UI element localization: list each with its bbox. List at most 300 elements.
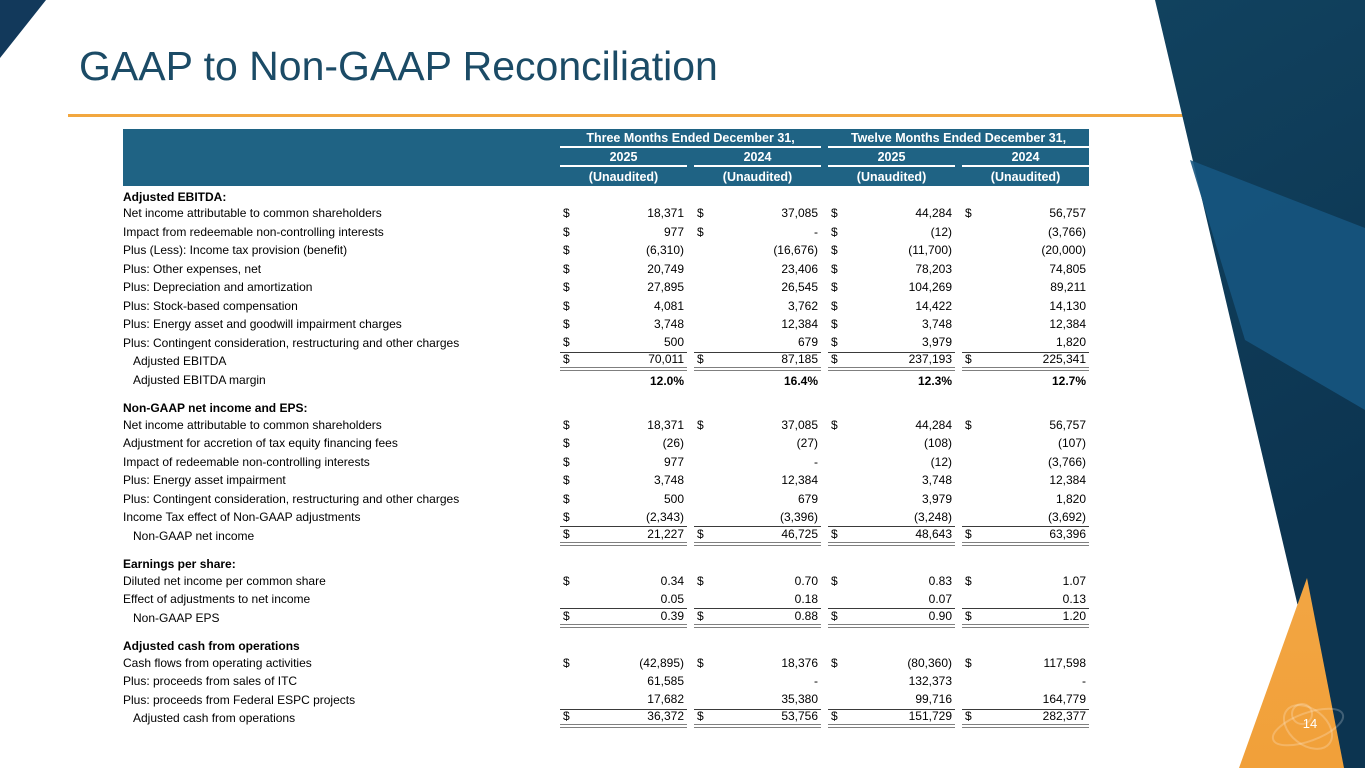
- cell-value: (80,360): [907, 655, 953, 670]
- dollar-sign: $: [563, 298, 570, 313]
- value-cell: [694, 509, 821, 528]
- dollar-sign: $: [563, 280, 570, 295]
- year-header-12mo-2024: 2024: [962, 148, 1089, 167]
- value-cell: [828, 453, 955, 472]
- row-label: Plus: Other expenses, net: [123, 261, 262, 276]
- cell-value: 0.13: [1062, 591, 1087, 606]
- dollar-sign: $: [563, 709, 570, 724]
- dollar-sign: $: [563, 454, 570, 469]
- header-label-spacer: [123, 167, 553, 186]
- row-label: Adjusted EBITDA margin: [133, 372, 266, 387]
- dollar-sign: $: [965, 417, 972, 432]
- value-cell: [828, 416, 955, 435]
- value-cell: [694, 416, 821, 435]
- cell-value: 3,979: [921, 491, 953, 506]
- value-cell: [828, 509, 955, 528]
- value-cell: [694, 242, 821, 261]
- value-cell: [828, 654, 955, 673]
- cell-value: 44,284: [915, 206, 953, 221]
- row-label: Cash flows from operating activities: [123, 655, 312, 670]
- data-row: [123, 242, 1089, 261]
- cell-value: 18,371: [647, 206, 684, 221]
- dollar-sign: $: [697, 655, 704, 670]
- section-heading: Adjusted cash from operations: [123, 639, 300, 654]
- row-label: Adjusted EBITDA: [133, 354, 227, 369]
- cell-value: 12,384: [1049, 317, 1087, 332]
- data-row: [123, 572, 1089, 591]
- value-cell: [694, 353, 821, 372]
- dollar-sign: $: [831, 709, 838, 724]
- value-cell: [694, 260, 821, 279]
- cell-value: 21,227: [647, 526, 684, 541]
- row-label: Diluted net income per common share: [123, 573, 326, 588]
- unaudited-label: (Unaudited): [722, 169, 793, 184]
- data-row: [123, 279, 1089, 298]
- section-heading-row: [123, 186, 1089, 205]
- cell-value: 37,085: [781, 206, 819, 221]
- value-cell: [560, 490, 687, 509]
- value-cell: [560, 416, 687, 435]
- value-cell: [828, 316, 955, 335]
- value-cell: [962, 490, 1089, 509]
- dollar-sign: $: [697, 206, 704, 221]
- value-cell: [560, 609, 687, 628]
- cell-value: 1,820: [1056, 335, 1087, 350]
- data-row: [123, 316, 1089, 335]
- cell-value: -: [1082, 674, 1087, 689]
- dollar-sign: $: [831, 608, 838, 623]
- cell-value: 225,341: [1042, 352, 1087, 367]
- cell-value: 12,384: [1049, 473, 1087, 488]
- cell-value: 500: [663, 491, 684, 506]
- cell-value: 3,748: [921, 317, 953, 332]
- cell-value: 977: [663, 224, 684, 239]
- value-cell: [962, 673, 1089, 692]
- cell-value: 104,269: [908, 280, 953, 295]
- row-label: Non-GAAP EPS: [133, 610, 220, 625]
- unaudited-label: (Unaudited): [990, 169, 1061, 184]
- value-cell: [694, 490, 821, 509]
- section-heading: Earnings per share:: [123, 557, 236, 572]
- value-cell: [962, 591, 1089, 610]
- dollar-sign: $: [965, 608, 972, 623]
- value-cell: [694, 316, 821, 335]
- row-label: Plus: proceeds from Federal ESPC projects: [123, 692, 356, 707]
- row-label: Plus (Less): Income tax provision (benefit): [123, 243, 348, 258]
- section-spacer: [123, 546, 1089, 554]
- cell-value: 26,545: [781, 280, 819, 295]
- value-cell: [694, 527, 821, 546]
- spacer-cell: [123, 628, 1089, 636]
- cell-value: 37,085: [781, 417, 819, 432]
- value-cell: [560, 591, 687, 610]
- value-cell: [560, 353, 687, 372]
- value-cell: [962, 334, 1089, 353]
- total-row: [123, 353, 1089, 372]
- dollar-sign: $: [563, 526, 570, 541]
- row-label: Plus: Energy asset impairment: [123, 473, 286, 488]
- dollar-sign: $: [697, 573, 704, 588]
- value-cell: [828, 691, 955, 710]
- data-row: [123, 654, 1089, 673]
- value-cell: [962, 223, 1089, 242]
- section-heading: Adjusted EBITDA:: [123, 189, 227, 204]
- cell-value: 27,895: [647, 280, 684, 295]
- dollar-sign: $: [563, 335, 570, 350]
- value-cell: [560, 205, 687, 224]
- row-label: Impact of redeemable non-controlling interests: [123, 454, 370, 469]
- data-row: [123, 673, 1089, 692]
- dollar-sign: $: [831, 280, 838, 295]
- value-cell: [694, 453, 821, 472]
- cell-value: 3,979: [921, 335, 953, 350]
- value-cell: [828, 371, 955, 390]
- cell-value: 3,748: [653, 317, 684, 332]
- data-row: [123, 509, 1089, 528]
- dollar-sign: $: [831, 224, 838, 239]
- cell-value: 14,422: [915, 298, 953, 313]
- total-row: [123, 710, 1089, 729]
- value-cell: [694, 710, 821, 729]
- section-spacer: [123, 628, 1089, 636]
- dollar-sign: $: [563, 352, 570, 367]
- cell-value: 164,779: [1042, 692, 1087, 707]
- value-cell: [694, 691, 821, 710]
- header-label-spacer: [123, 148, 553, 167]
- cell-value: (26): [662, 436, 684, 451]
- value-cell: [962, 509, 1089, 528]
- cell-value: (6,310): [645, 243, 684, 258]
- cell-value: 53,756: [781, 709, 819, 724]
- cell-value: 12,384: [781, 317, 819, 332]
- cell-value: 78,203: [915, 261, 953, 276]
- reconciliation-table-wrap: [116, 129, 1096, 728]
- dollar-sign: $: [697, 352, 704, 367]
- value-cell: [828, 297, 955, 316]
- value-cell: [828, 223, 955, 242]
- cell-value: (12): [930, 224, 953, 239]
- cell-value: 12.0%: [649, 373, 684, 388]
- row-label: Non-GAAP net income: [133, 528, 255, 543]
- dollar-sign: $: [965, 573, 972, 588]
- value-cell: [560, 260, 687, 279]
- value-cell: [828, 205, 955, 224]
- extra-row: [123, 371, 1089, 390]
- value-cell: [694, 371, 821, 390]
- dollar-sign: $: [563, 436, 570, 451]
- value-cell: [828, 334, 955, 353]
- dollar-sign: $: [965, 352, 972, 367]
- cell-value: 87,185: [781, 352, 819, 367]
- value-cell: [828, 435, 955, 454]
- section-heading-row: [123, 636, 1089, 655]
- value-cell: [962, 435, 1089, 454]
- value-cell: [828, 472, 955, 491]
- value-cell: [828, 527, 955, 546]
- row-label: Net income attributable to common shareholders: [123, 417, 382, 432]
- cell-value: 1.07: [1062, 573, 1087, 588]
- year-header-3mo-2024: 2024: [694, 148, 821, 167]
- cell-value: (3,248): [913, 509, 953, 524]
- dollar-sign: $: [563, 317, 570, 332]
- data-row: [123, 205, 1089, 224]
- dollar-sign: $: [563, 608, 570, 623]
- value-cell: [828, 609, 955, 628]
- cell-value: 0.83: [928, 573, 953, 588]
- row-label: Plus: proceeds from sales of ITC: [123, 674, 298, 689]
- value-cell: [962, 316, 1089, 335]
- value-cell: [694, 223, 821, 242]
- cell-value: 0.18: [794, 591, 819, 606]
- value-cell: [828, 353, 955, 372]
- row-label: Adjustment for accretion of tax equity financing fees: [123, 436, 398, 451]
- data-row: [123, 260, 1089, 279]
- cell-value: 679: [797, 335, 819, 350]
- value-cell: [828, 260, 955, 279]
- cell-value: (16,676): [773, 243, 819, 258]
- unaudited-header-row: [123, 167, 1089, 186]
- cell-value: 74,805: [1049, 261, 1087, 276]
- cell-value: 0.07: [928, 591, 953, 606]
- cell-value: -: [814, 454, 819, 469]
- cell-value: 1,820: [1056, 491, 1087, 506]
- dollar-sign: $: [697, 709, 704, 724]
- page-number: 14: [1302, 716, 1318, 731]
- cell-value: 0.34: [660, 573, 684, 588]
- col-group-twelve-months: Twelve Months Ended December 31,: [828, 129, 1089, 148]
- value-cell: [560, 509, 687, 528]
- dollar-sign: $: [563, 261, 570, 276]
- value-cell: [962, 279, 1089, 298]
- total-row: [123, 609, 1089, 628]
- dollar-sign: $: [563, 417, 570, 432]
- cell-value: (12): [930, 454, 953, 469]
- row-label: Income Tax effect of Non-GAAP adjustments: [123, 510, 361, 525]
- cell-value: (2,343): [645, 509, 684, 524]
- section-heading: Non-GAAP net income and EPS:: [123, 401, 308, 416]
- cell-value: (20,000): [1041, 243, 1087, 258]
- value-cell: [962, 453, 1089, 472]
- cell-value: 35,380: [781, 692, 819, 707]
- cell-value: 61,585: [647, 674, 684, 689]
- row-label: Effect of adjustments to net income: [123, 592, 311, 607]
- value-cell: [962, 205, 1089, 224]
- cell-value: 3,762: [787, 298, 819, 313]
- dollar-sign: $: [965, 206, 972, 221]
- cell-value: 3,748: [921, 473, 953, 488]
- dollar-sign: $: [563, 224, 570, 239]
- value-cell: [694, 654, 821, 673]
- year-header-3mo-2025: 2025: [560, 148, 687, 167]
- value-cell: [828, 673, 955, 692]
- page-title: GAAP to Non-GAAP Reconciliation: [79, 43, 718, 89]
- dollar-sign: $: [563, 473, 570, 488]
- dollar-sign: $: [831, 417, 838, 432]
- cell-value: 56,757: [1049, 206, 1087, 221]
- value-cell: [694, 673, 821, 692]
- dollar-sign: $: [965, 526, 972, 541]
- cell-value: 12,384: [781, 473, 819, 488]
- value-cell: [962, 691, 1089, 710]
- row-label: Adjusted cash from operations: [133, 711, 296, 726]
- cell-value: 20,749: [647, 261, 684, 276]
- value-cell: [560, 297, 687, 316]
- unaudited-label: (Unaudited): [856, 169, 927, 184]
- total-row: [123, 527, 1089, 546]
- value-cell: [560, 316, 687, 335]
- cell-value: (3,766): [1048, 454, 1087, 469]
- cell-value: 0.05: [660, 591, 684, 606]
- row-label: Plus: Energy asset and goodwill impairment charges: [123, 317, 402, 332]
- value-cell: [694, 435, 821, 454]
- cell-value: 16.4%: [783, 373, 819, 388]
- data-row: [123, 472, 1089, 491]
- group-header-row: [123, 129, 1089, 148]
- value-cell: [962, 416, 1089, 435]
- cell-value: 70,011: [648, 352, 684, 367]
- cell-value: (3,766): [1048, 224, 1087, 239]
- cell-value: 4,081: [653, 298, 684, 313]
- value-cell: [694, 297, 821, 316]
- value-cell: [828, 591, 955, 610]
- row-label: Net income attributable to common shareholders: [123, 206, 382, 221]
- value-cell: [962, 242, 1089, 261]
- cell-value: 44,284: [915, 417, 953, 432]
- section-heading-row: [123, 398, 1089, 417]
- data-row: [123, 453, 1089, 472]
- right-decoration: [1140, 0, 1365, 768]
- value-cell: [560, 223, 687, 242]
- value-cell: [560, 334, 687, 353]
- year-header-12mo-2025: 2025: [828, 148, 955, 167]
- row-label: Plus: Contingent consideration, restructuring and other charges: [123, 335, 460, 350]
- reconciliation-table: [116, 129, 1096, 728]
- data-row: [123, 490, 1089, 509]
- cell-value: 18,376: [781, 655, 819, 670]
- value-cell: [694, 205, 821, 224]
- cell-value: 36,372: [647, 709, 684, 724]
- value-cell: [694, 572, 821, 591]
- cell-value: (42,895): [639, 655, 684, 670]
- cell-value: 17,682: [647, 692, 684, 707]
- value-cell: [560, 572, 687, 591]
- value-cell: [694, 609, 821, 628]
- cell-value: 12.3%: [917, 373, 953, 388]
- data-row: [123, 416, 1089, 435]
- section-spacer: [123, 390, 1089, 398]
- dollar-sign: $: [831, 573, 838, 588]
- value-cell: [962, 472, 1089, 491]
- cell-value: (107): [1058, 436, 1087, 451]
- cell-value: 132,373: [908, 674, 953, 689]
- row-label: Plus: Depreciation and amortization: [123, 280, 313, 295]
- cell-value: 1.20: [1062, 608, 1087, 623]
- value-cell: [962, 572, 1089, 591]
- dollar-sign: $: [831, 352, 838, 367]
- data-row: [123, 223, 1089, 242]
- value-cell: [560, 472, 687, 491]
- cell-value: (27): [796, 436, 819, 451]
- row-label: Plus: Stock-based compensation: [123, 298, 298, 313]
- cell-value: 48,643: [915, 526, 953, 541]
- dollar-sign: $: [831, 298, 838, 313]
- dollar-sign: $: [831, 261, 838, 276]
- data-row: [123, 297, 1089, 316]
- value-cell: [560, 371, 687, 390]
- cell-value: 89,211: [1050, 280, 1087, 295]
- dollar-sign: $: [831, 206, 838, 221]
- dollar-sign: $: [697, 526, 704, 541]
- cell-value: 679: [797, 491, 819, 506]
- value-cell: [694, 279, 821, 298]
- spacer-cell: [123, 390, 1089, 398]
- cell-value: (108): [924, 436, 953, 451]
- cell-value: 12.7%: [1052, 373, 1087, 388]
- title-underline-rule: [68, 114, 1183, 117]
- dollar-sign: $: [563, 573, 570, 588]
- row-label: Plus: Contingent consideration, restructuring and other charges: [123, 491, 460, 506]
- value-cell: [828, 710, 955, 729]
- dollar-sign: $: [965, 709, 972, 724]
- dollar-sign: $: [563, 491, 570, 506]
- cell-value: 117,598: [1043, 655, 1087, 670]
- value-cell: [962, 654, 1089, 673]
- dollar-sign: $: [831, 335, 838, 350]
- dollar-sign: $: [697, 417, 704, 432]
- value-cell: [560, 710, 687, 729]
- cell-value: (11,700): [908, 243, 953, 258]
- cell-value: 151,729: [908, 709, 953, 724]
- cell-value: 63,396: [1049, 526, 1087, 541]
- dollar-sign: $: [697, 224, 704, 239]
- value-cell: [962, 353, 1089, 372]
- cell-value: 977: [663, 454, 684, 469]
- value-cell: [560, 691, 687, 710]
- value-cell: [828, 242, 955, 261]
- data-row: [123, 334, 1089, 353]
- value-cell: [560, 435, 687, 454]
- cell-value: (3,396): [779, 509, 819, 524]
- col-group-three-months: Three Months Ended December 31,: [560, 129, 821, 148]
- value-cell: [560, 242, 687, 261]
- value-cell: [694, 334, 821, 353]
- value-cell: [560, 453, 687, 472]
- header-label-spacer: [123, 129, 553, 148]
- data-row: [123, 591, 1089, 610]
- value-cell: [560, 279, 687, 298]
- value-cell: [962, 710, 1089, 729]
- cell-value: 0.70: [794, 573, 819, 588]
- cell-value: -: [814, 224, 819, 239]
- cell-value: 14,130: [1049, 298, 1087, 313]
- dollar-sign: $: [831, 526, 838, 541]
- value-cell: [560, 654, 687, 673]
- dollar-sign: $: [965, 655, 972, 670]
- value-cell: [694, 472, 821, 491]
- top-left-corner-triangle: [0, 0, 46, 58]
- value-cell: [962, 297, 1089, 316]
- dollar-sign: $: [831, 317, 838, 332]
- value-cell: [828, 572, 955, 591]
- value-cell: [828, 279, 955, 298]
- cell-value: 282,377: [1042, 709, 1087, 724]
- value-cell: [962, 527, 1089, 546]
- data-row: [123, 435, 1089, 454]
- cell-value: 237,193: [908, 352, 953, 367]
- cell-value: 18,371: [647, 417, 684, 432]
- cell-value: 99,716: [915, 692, 953, 707]
- spacer-cell: [123, 546, 1089, 554]
